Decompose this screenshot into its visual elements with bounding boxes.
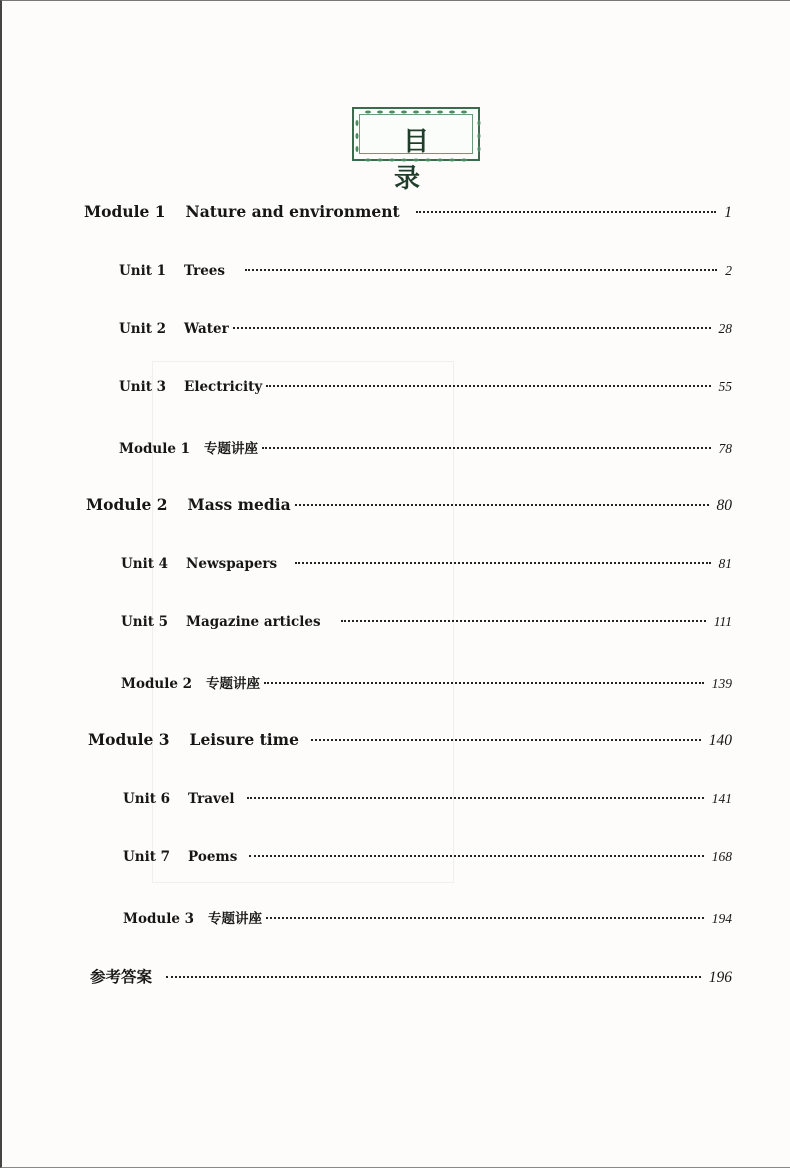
- dot-leader: [264, 682, 704, 684]
- toc-entry-module-3[interactable]: [88, 730, 732, 750]
- entry-page: 141: [711, 791, 732, 806]
- dot-leader: [266, 385, 710, 387]
- entry-label: Trees: [184, 263, 226, 279]
- dot-leader: [341, 620, 706, 622]
- entry-number: Module 2: [121, 676, 193, 692]
- entry-label: Electricity: [184, 379, 263, 395]
- entry-page: 55: [718, 379, 732, 394]
- toc-entry-module-1[interactable]: [84, 202, 732, 222]
- entry-number: Module 3: [123, 911, 195, 927]
- dot-leader: [295, 504, 709, 506]
- entry-number: Unit 7: [123, 849, 171, 865]
- entry-page: 140: [708, 732, 732, 749]
- entry-number: Unit 1: [119, 263, 167, 279]
- entry-page: 78: [718, 441, 732, 456]
- toc-entry-module-1-lecture[interactable]: [119, 437, 732, 457]
- entry-number: Module 2: [86, 495, 168, 514]
- dot-leader: [311, 739, 701, 741]
- entry-page: 111: [713, 614, 732, 629]
- toc-entry-module-2-lecture[interactable]: [121, 672, 732, 692]
- entry-page: 28: [718, 321, 732, 336]
- toc-entry-unit-4[interactable]: [121, 556, 732, 572]
- page-title: 目 录: [393, 127, 447, 194]
- dot-leader: [247, 797, 704, 799]
- dot-leader: [266, 917, 704, 919]
- entry-label: Newspapers: [186, 556, 278, 572]
- entry-page: 194: [711, 911, 732, 926]
- entry-page: 1: [724, 204, 732, 221]
- toc-entry-module-3-lecture[interactable]: [123, 907, 732, 927]
- toc-entry-unit-7[interactable]: [123, 849, 732, 865]
- entry-page: 139: [711, 676, 732, 691]
- dot-leader: [262, 447, 710, 449]
- dot-leader: [295, 562, 710, 564]
- entry-number: Unit 4: [121, 556, 169, 572]
- toc-entry-unit-3[interactable]: [119, 379, 732, 395]
- entry-label: Poems: [188, 849, 238, 865]
- entry-label: Magazine articles: [186, 614, 321, 630]
- title-frame: [352, 107, 480, 194]
- entry-number: Unit 5: [121, 614, 169, 630]
- entry-label: 专题讲座: [204, 441, 259, 457]
- toc-entry-module-2[interactable]: [86, 495, 732, 515]
- dot-leader: [249, 855, 703, 857]
- toc-entry-unit-6[interactable]: [123, 791, 732, 807]
- entry-number: Module 1: [84, 202, 166, 221]
- entry-label: Leisure time: [189, 730, 299, 749]
- toc-entry-unit-2[interactable]: [119, 321, 732, 337]
- entry-label: 专题讲座: [206, 676, 261, 692]
- entry-label: Mass media: [187, 495, 291, 514]
- entry-number: Unit 6: [123, 791, 171, 807]
- entry-page: 2: [725, 263, 732, 278]
- entry-label: Nature and environment: [185, 202, 400, 221]
- entry-number: Unit 2: [119, 321, 167, 337]
- entry-number: Module 1: [119, 441, 191, 457]
- entry-page: 81: [718, 556, 732, 571]
- toc-entry-unit-1[interactable]: [119, 263, 732, 279]
- entry-number: Module 3: [88, 730, 170, 749]
- dot-leader: [416, 211, 717, 213]
- entry-label: Travel: [188, 791, 235, 807]
- dot-leader: [166, 976, 701, 978]
- dot-leader: [245, 269, 717, 271]
- entry-page: 80: [716, 497, 732, 514]
- entry-page: 196: [708, 969, 732, 986]
- toc-entry-answers[interactable]: [90, 965, 732, 987]
- dot-leader: [233, 327, 711, 329]
- entry-label: 参考答案: [90, 968, 153, 986]
- entry-label: Water: [184, 321, 229, 337]
- entry-number: Unit 3: [119, 379, 167, 395]
- toc-entry-unit-5[interactable]: [121, 614, 732, 630]
- entry-label: 专题讲座: [208, 911, 263, 927]
- entry-page: 168: [711, 849, 732, 864]
